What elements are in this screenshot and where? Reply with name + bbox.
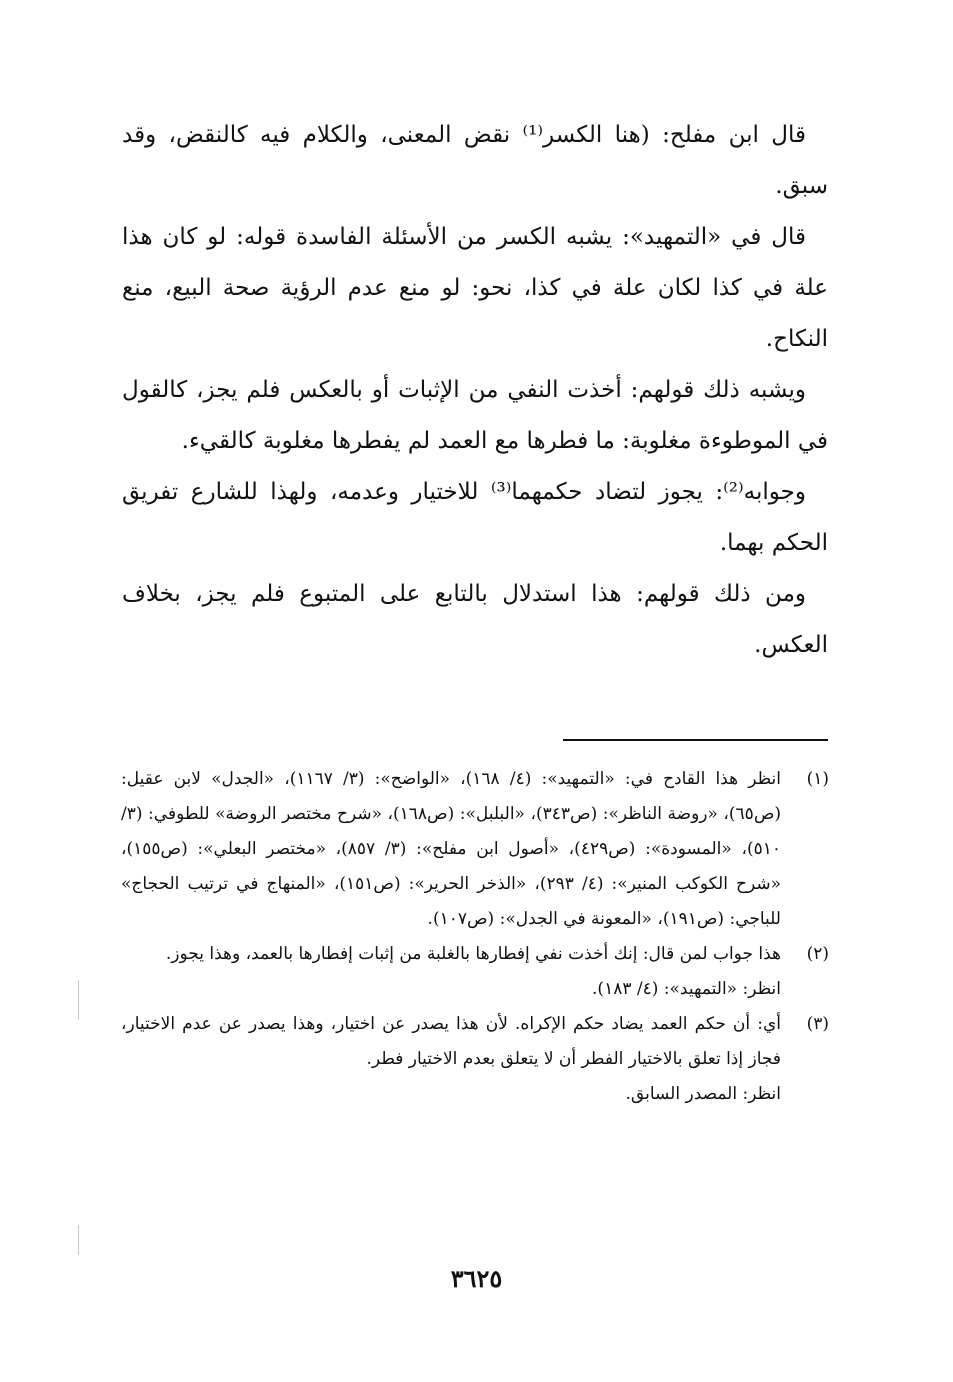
paragraph-3: ويشبه ذلك قولهم: أخذت النفي من الإثبات أو بالعكس فلم يجز، كالقول في الموطوءة مغلوبة: ما فطرها مع العمد لم يفطرها مغلوبة كالقيء. [122, 377, 828, 454]
footnote-number: (٢) [806, 944, 829, 964]
footnote-line: انظر هذا القادح في: «التمهيد»: (٤/ ١٦٨)، «الواضح»: (٣/ ١١٦٧)، «الجدل» لابن عقيل: (ص٦٥)، «روضة الناظر»: (ص٣٤٣)، «البلبل»: (ص١٦٨)، «شرح مختصر الروضة» للطوفي: (٣/ ٥١٠)، «المسودة»: (ص٤٢٩)، «أصول ابن مفلح»: (٣/ ٨٥٧)، «مختصر البعلي»: (ص١٥٥)، «شرح الكوكب المنير»: (٤/ ٢٩٣)، «الذخر الحرير»: (ص١٥١)، «المنهاج في ترتيب الحجاج» للباجي: (ص١٩١)، «المعونة في الجدل»: (ص١٠٧). [121, 769, 781, 929]
footnote-3 [121, 1007, 833, 1112]
scan-artifact-line [78, 980, 79, 1020]
footnote-line: أي: أن حكم العمد يضاد حكم الإكراه. لأن هذا يصدر عن اختيار، وهذا يصدر عن عدم الاختيار، فجاز إذا تعلق بالاختيار الفطر أن لا يتعلق بعدم الاختيار فطر. [121, 1014, 781, 1069]
footnote-line: هذا جواب لمن قال: إنك أخذت نفي إفطارها بالغلبة من إثبات إفطارها بالعمد، وهذا يجوز. [165, 944, 781, 964]
footnote-line: انظر: «التمهيد»: (٤/ ١٨٣). [592, 979, 781, 999]
footnote-2 [121, 937, 833, 1007]
scan-artifact-line [78, 1225, 79, 1255]
footnote-number: (٣) [806, 1014, 829, 1034]
footnote-line: انظر: المصدر السابق. [625, 1084, 781, 1104]
footnote-1 [121, 762, 833, 937]
footnote-text [121, 762, 781, 937]
footnotes [121, 762, 833, 1112]
footnote-text [121, 937, 781, 1007]
page-number: ٣٦٢٥ [450, 1264, 503, 1293]
main-text [122, 110, 828, 671]
paragraph-5: ومن ذلك قولهم: هذا استدلال بالتابع على المتبوع فلم يجز، بخلاف العكس. [122, 581, 828, 658]
paragraph-2: قال في «التمهيد»: يشبه الكسر من الأسئلة الفاسدة قوله: لو كان هذا علة في كذا لكان علة في كذا، نحو: لو منع عدم الرؤية صحة البيع، منع النكاح. [122, 224, 828, 352]
footnote-number: (١) [806, 769, 829, 789]
footnote-text [121, 1007, 781, 1112]
paragraph-1: قال ابن مفلح: (هنا الكسر⁽¹⁾ نقض المعنى، والكلام فيه كالنقض، وقد سبق. [122, 122, 828, 199]
paragraph-4: وجوابه⁽²⁾: يجوز لتضاد حكمهما⁽³⁾ للاختيار وعدمه، ولهذا للشارع تفريق الحكم بهما. [122, 479, 828, 556]
footnote-separator [563, 739, 828, 741]
